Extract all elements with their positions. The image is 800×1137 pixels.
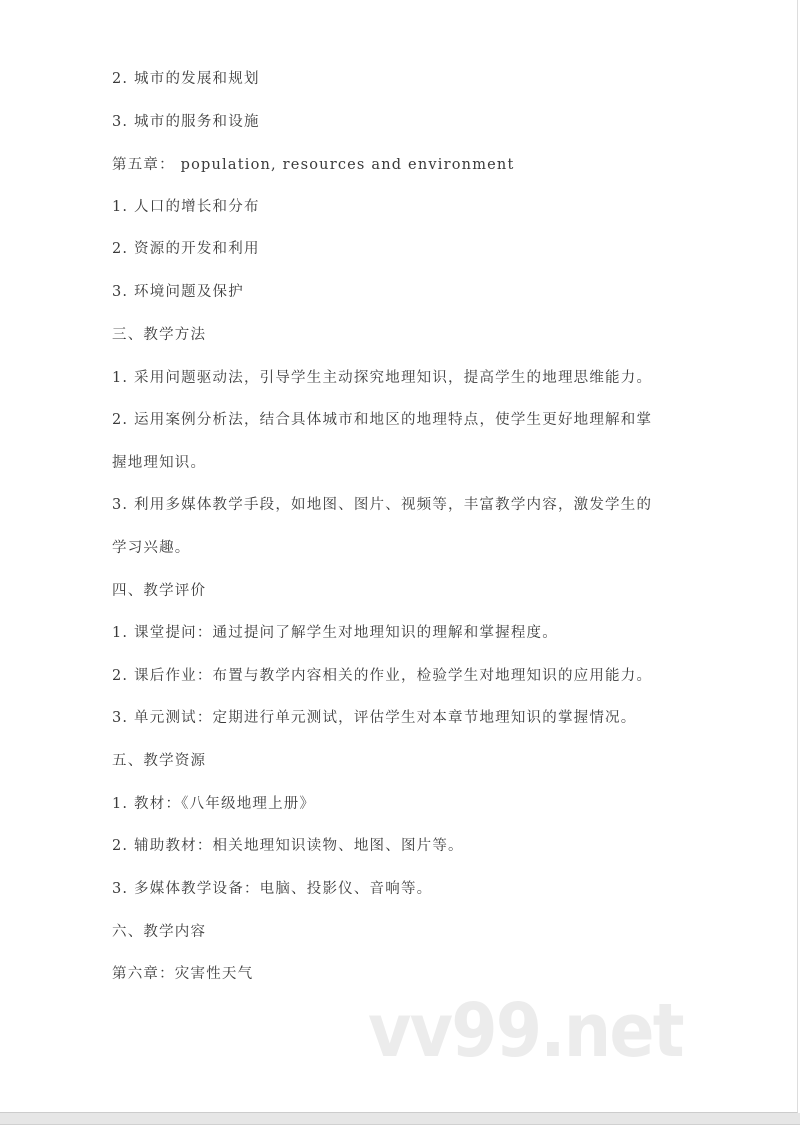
text-line: 2. 运用案例分析法，结合具体城市和地区的地理特点，使学生更好地理解和掌: [112, 412, 653, 428]
text-line: 第五章： population, resources and environment: [112, 157, 515, 173]
text-line: 2. 城市的发展和规划: [112, 71, 260, 87]
text-line: 3. 利用多媒体教学手段，如地图、图片、视频等，丰富教学内容，激发学生的: [112, 497, 653, 513]
page-separator: [0, 1113, 800, 1125]
text-line: 2. 资源的开发和利用: [112, 241, 260, 257]
text-line: 2. 辅助教材：相关地理知识读物、地图、图片等。: [112, 838, 464, 854]
text-line: 1. 教材：《八年级地理上册》: [112, 796, 316, 812]
text-line: 3. 多媒体教学设备：电脑、投影仪、音响等。: [112, 881, 433, 897]
text-line: 1. 课堂提问：通过提问了解学生对地理知识的理解和掌握程度。: [112, 625, 558, 641]
text-line: 3. 单元测试：定期进行单元测试，评估学生对本章节地理知识的掌握情况。: [112, 710, 637, 726]
text-line: 学习兴趣。: [112, 540, 191, 556]
text-line: 1. 人口的增长和分布: [112, 199, 260, 215]
text-line: 1. 采用问题驱动法，引导学生主动探究地理知识，提高学生的地理思维能力。: [112, 370, 653, 386]
text-line: 五、教学资源: [112, 753, 207, 769]
text-line: 三、教学方法: [112, 327, 207, 343]
watermark: vv99.net: [368, 988, 683, 1074]
text-line: 2. 课后作业：布置与教学内容相关的作业，检验学生对地理知识的应用能力。: [112, 668, 653, 684]
text-line: 握地理知识。: [112, 455, 207, 471]
text-line: 四、教学评价: [112, 583, 207, 599]
text-line: 3. 城市的服务和设施: [112, 114, 260, 130]
text-line: 六、教学内容: [112, 924, 207, 940]
text-line: 3. 环境问题及保护: [112, 284, 244, 300]
text-line: 第六章：灾害性天气: [112, 966, 254, 982]
